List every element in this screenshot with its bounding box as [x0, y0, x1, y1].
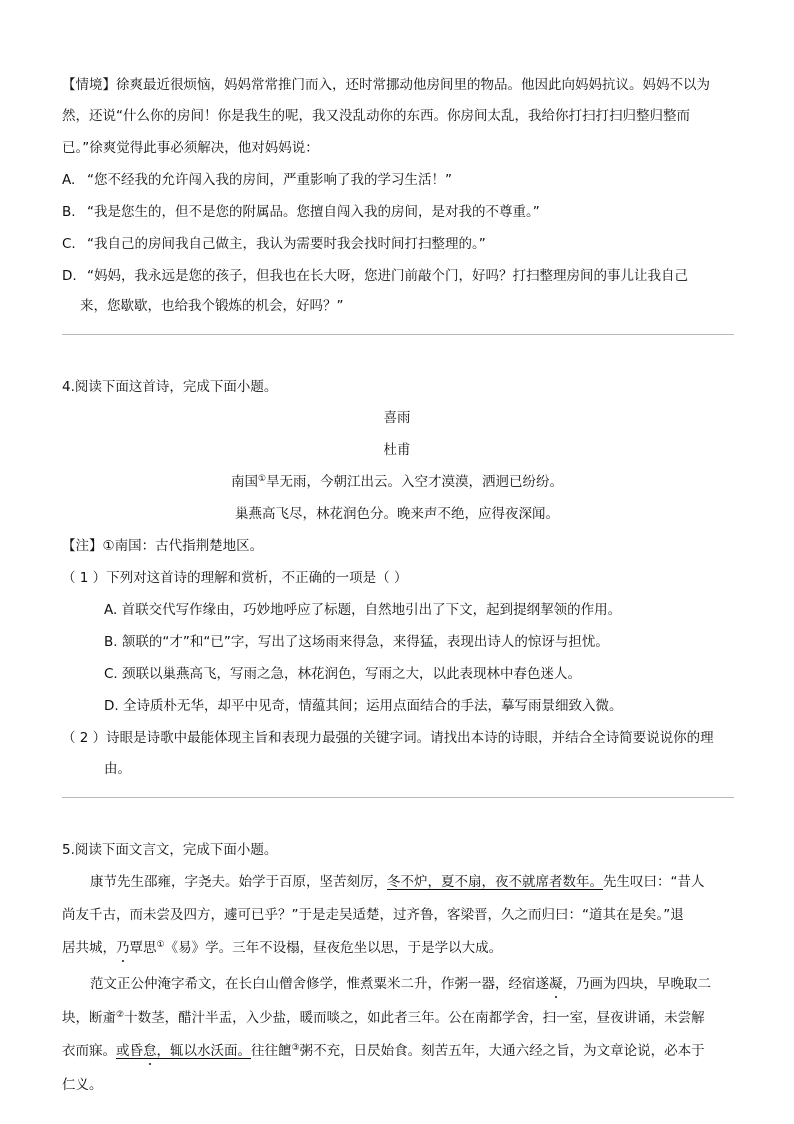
passage1-line-2: 尚友千古，而未尝及四方，遽可已乎？”于是走吴适楚，过齐鲁，客梁晋，久之而归曰：“道其在是矣。”退 — [62, 907, 684, 923]
passage1-line-3 — [62, 938, 502, 958]
footnote-mark: ② — [116, 1010, 125, 1020]
option-letter: D. — [62, 268, 77, 284]
poem-text: 南国 — [230, 474, 258, 490]
option-a — [62, 170, 452, 190]
option-b — [62, 202, 540, 222]
footnote-mark: ① — [257, 474, 267, 484]
emphasis-dotted-char: 怠 — [143, 1043, 157, 1059]
passage2-line-2 — [62, 1008, 705, 1028]
q4-sub2-line-2: 由。 — [104, 761, 131, 777]
passage-text: 或昏 — [116, 1043, 143, 1059]
passage2-line-1 — [90, 974, 711, 994]
passage-text: 康节先生邵雍，字尧夫。始学于百原，坚苦刻厉， — [90, 874, 387, 890]
emphasis-dotted-char: 凝 — [549, 976, 563, 992]
q4-sub2-line-1: （ 2 ）诗眼是诗歌中最能体现主旨和表现力最强的关键字词。请找出本诗的诗眼，并结合全诗简要说说你的理 — [62, 730, 714, 746]
passage-text: ，辄以水沃面。 — [156, 1043, 251, 1059]
option-letter: A. — [62, 172, 76, 188]
poem-title: 喜雨 — [383, 410, 411, 426]
poem-note: 【注】①南国：古代指荆楚地区。 — [62, 538, 264, 554]
passage-text: 范文正公仲淹字希文，在长白山僧舍修学，惟煮粟米二升，作粥一器，经宿遂 — [90, 976, 549, 992]
passage-text: 居共城， — [62, 940, 116, 956]
poem-author: 杜甫 — [383, 442, 411, 458]
q4-sub1: （ 1 ）下列对这首诗的理解和赏析，不正确的一项是（ ） — [62, 570, 408, 586]
passage2-line-3 — [62, 1041, 705, 1061]
choice-b: B. 颔联的“才”和“已”字，写出了这场雨来得急，来得猛，表现出诗人的惊讶与担忧。 — [104, 634, 609, 650]
poem-line-2: 巢燕高飞尽，林花润色分。晚来声不绝，应得夜深闻。 — [235, 506, 559, 522]
q5-intro: 5.阅读下面文言文，完成下面小题。 — [62, 842, 278, 858]
passage-text: 块，断齑 — [62, 1010, 116, 1026]
option-d — [62, 266, 688, 286]
footnote-mark: ③ — [291, 1043, 300, 1053]
option-d-continuation: 来，您歇歇，也给我个锻炼的机会，好吗？” — [80, 298, 344, 314]
emphasis-dotted-char: 乃 — [116, 940, 130, 956]
option-text: “我是您生的，但不是您的附属品。您擅自闯入我的房间，是对我的不尊重。” — [87, 204, 540, 220]
passage-text: 往往饘 — [251, 1043, 292, 1059]
choice-d: D. 全诗质朴无华，却平中见奇，情蕴其间；运用点面结合的手法，摹写雨景细致入微。 — [104, 698, 623, 714]
option-letter: C. — [62, 236, 76, 252]
passage-text: 衣而寐。 — [62, 1043, 116, 1059]
scenario-line-1: 【情境】徐爽最近很烦恼，妈妈常常推门而入，还时常挪动他房间里的物品。他因此向妈妈抗议。妈妈不以为 — [62, 77, 710, 93]
underlined-sentence: 冬不炉，夏不扇，夜不就席者数年。 — [387, 874, 603, 890]
option-text: “妈妈，我永远是您的孩子，但我也在长大呀，您进门前敲个门，好吗？打扫整理房间的事儿让我自己 — [87, 268, 688, 284]
option-c — [62, 234, 486, 254]
choice-a: A. 首联交代写作缘由，巧妙地呼应了标题，自然地引出了下文，起到提纲挈领的作用。 — [104, 602, 622, 618]
footnote-mark: ① — [156, 940, 165, 950]
section-divider — [62, 797, 734, 798]
scenario-line-2: 然，还说“什么你的房间！你是我生的呢，我又没乱动你的东西。你房间太乱，我给你打扫打扫归整归整而 — [62, 108, 690, 124]
option-text: “我自己的房间我自己做主，我认为需要时我会找时间打扫整理的。” — [87, 236, 486, 252]
poem-line-1 — [0, 472, 794, 492]
scenario-line-3: 已。”徐爽觉得此事必须解决，他对妈妈说： — [62, 140, 319, 156]
passage-text: 覃思 — [129, 940, 157, 956]
section-divider — [62, 334, 734, 335]
q4-intro: 4.阅读下面这首诗，完成下面小题。 — [62, 379, 278, 395]
passage1-line-1 — [90, 872, 705, 892]
choice-c: C. 颈联以巢燕高飞，写雨之急，林花润色，写雨之大，以此表现林中春色迷人。 — [104, 666, 582, 682]
passage-text: 粥不充，日昃始食。刻苦五年，大通六经之旨，为文章论说，必本于 — [299, 1043, 705, 1059]
passage-text: 十数茎，醋汁半盂，入少盐，暖而啖之，如此者三年。公在南都学舍，扫一室，昼夜讲诵，未尝解 — [124, 1010, 705, 1026]
passage-text: 先生叹曰：“昔人 — [603, 874, 705, 890]
option-text: “您不经我的允许闯入我的房间，严重影响了我的学习生活！” — [87, 172, 452, 188]
passage-text: ，乃画为四块，早晚取二 — [562, 976, 711, 992]
poem-text: 旱无雨，今朝江出云。入空才漠漠，洒迥已纷纷。 — [266, 474, 564, 490]
passage2-line-4: 仁义。 — [62, 1077, 103, 1093]
option-letter: B. — [62, 204, 76, 220]
underlined-sentence — [116, 1043, 251, 1059]
passage-text: 《易》学。三年不设榻，昼夜危坐以思，于是学以大成。 — [164, 940, 503, 956]
